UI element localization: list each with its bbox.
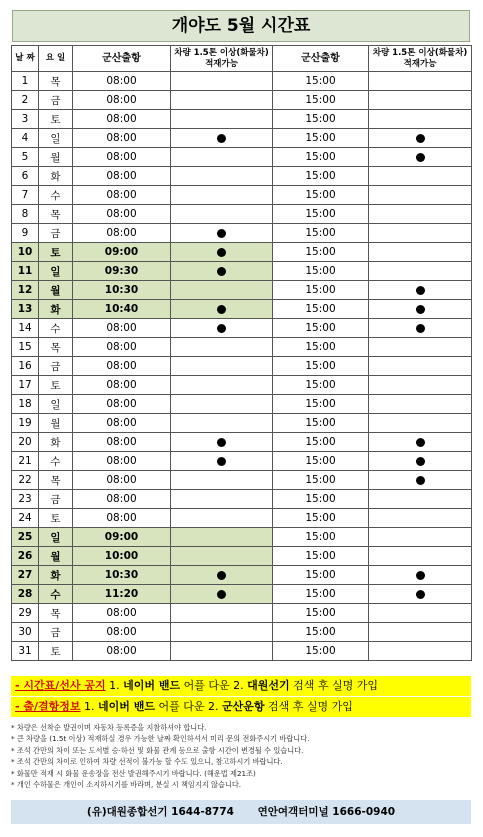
departure-2-cell: 15:00 — [273, 414, 369, 433]
vehicle-2-cell — [369, 490, 472, 509]
notice-bold: 네이버 밴드 — [123, 679, 181, 692]
departure-1-cell: 08:00 — [73, 129, 171, 148]
vehicle-2-cell — [369, 148, 472, 167]
departure-2-cell: 15:00 — [273, 205, 369, 224]
departure-1-cell: 08:00 — [73, 224, 171, 243]
departure-1-cell: 08:00 — [73, 414, 171, 433]
vehicle-1-cell — [171, 148, 273, 167]
notice-schedule-label: - 시간표/선사 공지 — [15, 679, 106, 692]
departure-2-cell: 15:00 — [273, 281, 369, 300]
weekday-cell: 화 — [39, 300, 73, 319]
weekday-cell: 수 — [39, 452, 73, 471]
departure-1-cell: 08:00 — [73, 490, 171, 509]
notice-text: 검색 후 실명 가입 — [289, 679, 378, 692]
weekday-cell: 목 — [39, 471, 73, 490]
vehicle-2-cell — [369, 433, 472, 452]
table-row — [12, 129, 472, 148]
table-row — [12, 281, 472, 300]
departure-1-cell: 08:00 — [73, 72, 171, 91]
departure-2-cell: 15:00 — [273, 243, 369, 262]
table-row — [12, 300, 472, 319]
departure-2-cell: 15:00 — [273, 547, 369, 566]
day-cell: 6 — [12, 167, 39, 186]
note-item: * 화물만 적재 시 화물 운송장을 전산 발권해주시기 바랍니다. (해운법 제21조) — [11, 768, 256, 778]
departure-1-cell: 08:00 — [73, 357, 171, 376]
table-row — [12, 395, 472, 414]
departure-1-cell: 08:00 — [73, 395, 171, 414]
vehicle-2-cell — [369, 604, 472, 623]
vehicle-available-dot — [416, 590, 425, 599]
vehicle-available-dot — [217, 305, 226, 314]
table-row — [12, 376, 472, 395]
weekday-cell: 토 — [39, 642, 73, 661]
vehicle-1-cell — [171, 642, 273, 661]
day-cell: 27 — [12, 566, 39, 585]
vehicle-2-cell — [369, 357, 472, 376]
vehicle-2-cell — [369, 91, 472, 110]
weekday-cell: 일 — [39, 129, 73, 148]
table-row — [12, 414, 472, 433]
notice-text: 1. — [80, 700, 99, 713]
weekday-cell: 토 — [39, 509, 73, 528]
schedule-table — [11, 45, 472, 661]
vehicle-2-cell — [369, 281, 472, 300]
departure-1-cell: 08:00 — [73, 110, 171, 129]
vehicle-1-cell — [171, 604, 273, 623]
departure-1-cell: 08:00 — [73, 186, 171, 205]
vehicle-1-cell — [171, 471, 273, 490]
vehicle-available-dot — [217, 590, 226, 599]
day-cell: 21 — [12, 452, 39, 471]
weekday-cell: 토 — [39, 243, 73, 262]
vehicle-2-cell — [369, 205, 472, 224]
weekday-cell: 금 — [39, 224, 73, 243]
weekday-cell: 금 — [39, 91, 73, 110]
vehicle-available-dot — [416, 286, 425, 295]
table-row — [12, 433, 472, 452]
departure-1-cell: 08:00 — [73, 167, 171, 186]
vehicle-1-cell — [171, 528, 273, 547]
vehicle-1-cell — [171, 110, 273, 129]
table-row — [12, 623, 472, 642]
table-row — [12, 205, 472, 224]
vehicle-available-dot — [416, 571, 425, 580]
vehicle-1-cell — [171, 281, 273, 300]
vehicle-available-dot — [217, 248, 226, 257]
table-row — [12, 585, 472, 604]
day-cell: 12 — [12, 281, 39, 300]
vehicle-available-dot — [416, 324, 425, 333]
header-dow: 요 일 — [39, 46, 73, 72]
day-cell: 25 — [12, 528, 39, 547]
departure-1-cell: 08:00 — [73, 452, 171, 471]
weekday-cell: 월 — [39, 414, 73, 433]
note-item: * 큰 차량을 (1.5t 이상) 적재하실 경우 가능한 날짜 확인하셔서 미리 문의 전화주시기 바랍니다. — [11, 734, 310, 744]
schedule-body — [12, 72, 472, 661]
vehicle-2-cell — [369, 642, 472, 661]
vehicle-2-cell — [369, 319, 472, 338]
vehicle-1-cell — [171, 72, 273, 91]
day-cell: 8 — [12, 205, 39, 224]
day-cell: 7 — [12, 186, 39, 205]
vehicle-1-cell — [171, 452, 273, 471]
vehicle-2-cell — [369, 528, 472, 547]
departure-1-cell: 08:00 — [73, 642, 171, 661]
weekday-cell: 토 — [39, 110, 73, 129]
departure-2-cell: 15:00 — [273, 376, 369, 395]
vehicle-available-dot — [217, 134, 226, 143]
notice-bold: 네이버 밴드 — [98, 700, 156, 713]
departure-2-cell: 15:00 — [273, 642, 369, 661]
vehicle-available-dot — [217, 324, 226, 333]
departure-1-cell: 09:00 — [73, 243, 171, 262]
departure-2-cell: 15:00 — [273, 585, 369, 604]
table-row — [12, 319, 472, 338]
departure-2-cell: 15:00 — [273, 490, 369, 509]
table-row — [12, 604, 472, 623]
vehicle-available-dot — [416, 153, 425, 162]
day-cell: 28 — [12, 585, 39, 604]
departure-2-cell: 15:00 — [273, 471, 369, 490]
notes-list — [11, 722, 473, 790]
weekday-cell: 수 — [39, 186, 73, 205]
departure-1-cell: 08:00 — [73, 338, 171, 357]
departure-2-cell: 15:00 — [273, 433, 369, 452]
vehicle-2-cell — [369, 414, 472, 433]
departure-2-cell: 15:00 — [273, 167, 369, 186]
table-row — [12, 243, 472, 262]
departure-1-cell: 08:00 — [73, 319, 171, 338]
table-row — [12, 452, 472, 471]
day-cell: 17 — [12, 376, 39, 395]
departure-2-cell: 15:00 — [273, 452, 369, 471]
departure-1-cell: 10:00 — [73, 547, 171, 566]
day-cell: 16 — [12, 357, 39, 376]
note-item: * 조석 간만의 차이 또는 도서별 승·하선 및 화물 관계 등으로 출항 시간이 변경될 수 있습니다. — [11, 745, 304, 755]
vehicle-2-cell — [369, 547, 472, 566]
vehicle-1-cell — [171, 262, 273, 281]
departure-2-cell: 15:00 — [273, 91, 369, 110]
vehicle-2-cell — [369, 300, 472, 319]
terminal-contact: 연안여객터미널 1666-0940 — [257, 806, 396, 818]
vehicle-available-dot — [416, 134, 425, 143]
weekday-cell: 목 — [39, 338, 73, 357]
departure-1-cell: 10:30 — [73, 566, 171, 585]
weekday-cell: 목 — [39, 604, 73, 623]
table-row — [12, 528, 472, 547]
table-row — [12, 72, 472, 91]
table-row — [12, 471, 472, 490]
vehicle-1-cell — [171, 129, 273, 148]
vehicle-available-dot — [416, 305, 425, 314]
vehicle-1-cell — [171, 566, 273, 585]
vehicle-2-cell — [369, 338, 472, 357]
company-contact: (유)대원종합선기 1644-8774 — [86, 806, 234, 818]
departure-2-cell: 15:00 — [273, 110, 369, 129]
departure-2-cell: 15:00 — [273, 262, 369, 281]
vehicle-1-cell — [171, 433, 273, 452]
departure-2-cell: 15:00 — [273, 300, 369, 319]
vehicle-2-cell — [369, 224, 472, 243]
weekday-cell: 수 — [39, 585, 73, 604]
vehicle-1-cell — [171, 300, 273, 319]
vehicle-2-cell — [369, 452, 472, 471]
weekday-cell: 화 — [39, 566, 73, 585]
departure-2-cell: 15:00 — [273, 319, 369, 338]
table-row — [12, 224, 472, 243]
departure-2-cell: 15:00 — [273, 186, 369, 205]
table-row — [12, 186, 472, 205]
weekday-cell: 목 — [39, 205, 73, 224]
weekday-cell: 금 — [39, 623, 73, 642]
vehicle-2-cell — [369, 566, 472, 585]
day-cell: 1 — [12, 72, 39, 91]
weekday-cell: 일 — [39, 262, 73, 281]
note-item: * 차량은 선착순 발권이며 자동차 등록증을 지참하셔야 합니다. — [11, 723, 207, 732]
table-row — [12, 110, 472, 129]
vehicle-available-dot — [217, 457, 226, 466]
weekday-cell: 금 — [39, 357, 73, 376]
vehicle-1-cell — [171, 91, 273, 110]
vehicle-available-dot — [217, 438, 226, 447]
weekday-cell: 화 — [39, 433, 73, 452]
table-row — [12, 338, 472, 357]
notice-text: 1. — [105, 679, 124, 692]
day-cell: 19 — [12, 414, 39, 433]
departure-1-cell: 08:00 — [73, 91, 171, 110]
vehicle-2-cell — [369, 72, 472, 91]
departure-1-cell: 08:00 — [73, 509, 171, 528]
vehicle-1-cell — [171, 205, 273, 224]
notice-bold: 대원선기 — [247, 679, 290, 692]
vehicle-2-cell — [369, 262, 472, 281]
weekday-cell: 화 — [39, 167, 73, 186]
header-vehicle-2: 차량 1.5톤 이상(화물차) 적재가능 — [369, 46, 472, 72]
table-row — [12, 91, 472, 110]
departure-2-cell: 15:00 — [273, 357, 369, 376]
day-cell: 5 — [12, 148, 39, 167]
vehicle-available-dot — [416, 438, 425, 447]
vehicle-1-cell — [171, 585, 273, 604]
departure-2-cell: 15:00 — [273, 509, 369, 528]
day-cell: 9 — [12, 224, 39, 243]
departure-2-cell: 15:00 — [273, 338, 369, 357]
day-cell: 14 — [12, 319, 39, 338]
day-cell: 15 — [12, 338, 39, 357]
vehicle-2-cell — [369, 243, 472, 262]
departure-1-cell: 08:00 — [73, 148, 171, 167]
day-cell: 10 — [12, 243, 39, 262]
vehicle-1-cell — [171, 243, 273, 262]
vehicle-1-cell — [171, 490, 273, 509]
vehicle-2-cell — [369, 110, 472, 129]
table-row — [12, 509, 472, 528]
day-cell: 20 — [12, 433, 39, 452]
table-row — [12, 357, 472, 376]
notice-bold: 군산운항 — [222, 700, 265, 713]
vehicle-2-cell — [369, 471, 472, 490]
table-row — [12, 642, 472, 661]
day-cell: 30 — [12, 623, 39, 642]
departure-1-cell: 10:40 — [73, 300, 171, 319]
departure-2-cell: 15:00 — [273, 72, 369, 91]
vehicle-1-cell — [171, 623, 273, 642]
table-header-row — [12, 46, 472, 72]
day-cell: 29 — [12, 604, 39, 623]
weekday-cell: 목 — [39, 72, 73, 91]
departure-1-cell: 08:00 — [73, 623, 171, 642]
vehicle-1-cell — [171, 319, 273, 338]
table-row — [12, 566, 472, 585]
vehicle-1-cell — [171, 224, 273, 243]
notice-text: 검색 후 실명 가입 — [264, 700, 353, 713]
departure-2-cell: 15:00 — [273, 148, 369, 167]
vehicle-2-cell — [369, 395, 472, 414]
note-item: * 개인 수하물은 개인이 소지하시기를 바라며, 분실 시 책임지지 않습니다. — [11, 780, 242, 790]
day-cell: 22 — [12, 471, 39, 490]
notice-text: 어플 다운 2. — [155, 700, 223, 713]
vehicle-available-dot — [217, 229, 226, 238]
weekday-cell: 월 — [39, 281, 73, 300]
vehicle-1-cell — [171, 357, 273, 376]
departure-2-cell: 15:00 — [273, 395, 369, 414]
day-cell: 26 — [12, 547, 39, 566]
day-cell: 4 — [12, 129, 39, 148]
departure-1-cell: 09:30 — [73, 262, 171, 281]
notice-operation-label: - 출/결항정보 — [15, 700, 81, 713]
notice-operation — [11, 697, 471, 717]
vehicle-2-cell — [369, 167, 472, 186]
schedule-title: 개야도 5월 시간표 — [12, 10, 470, 42]
departure-1-cell: 11:20 — [73, 585, 171, 604]
vehicle-available-dot — [416, 476, 425, 485]
vehicle-1-cell — [171, 167, 273, 186]
day-cell: 24 — [12, 509, 39, 528]
day-cell: 23 — [12, 490, 39, 509]
departure-1-cell: 08:00 — [73, 376, 171, 395]
vehicle-1-cell — [171, 376, 273, 395]
departure-2-cell: 15:00 — [273, 604, 369, 623]
departure-2-cell: 15:00 — [273, 566, 369, 585]
vehicle-available-dot — [217, 571, 226, 580]
header-day: 날 짜 — [12, 46, 39, 72]
vehicle-available-dot — [416, 457, 425, 466]
day-cell: 2 — [12, 91, 39, 110]
table-row — [12, 262, 472, 281]
header-departure-2: 군산출항 — [273, 46, 369, 72]
vehicle-1-cell — [171, 509, 273, 528]
table-row — [12, 490, 472, 509]
table-row — [12, 148, 472, 167]
departure-1-cell: 09:00 — [73, 528, 171, 547]
departure-1-cell: 08:00 — [73, 433, 171, 452]
weekday-cell: 일 — [39, 528, 73, 547]
note-item: * 조석 간만의 차이로 인하여 차량 선적이 불가능 할 수도 있으니, 참고하시기 바랍니다. — [11, 757, 283, 767]
vehicle-available-dot — [217, 267, 226, 276]
vehicle-2-cell — [369, 376, 472, 395]
vehicle-1-cell — [171, 414, 273, 433]
header-vehicle-1: 차량 1.5톤 이상(화물차) 적재가능 — [171, 46, 273, 72]
vehicle-1-cell — [171, 547, 273, 566]
departure-2-cell: 15:00 — [273, 224, 369, 243]
weekday-cell: 토 — [39, 376, 73, 395]
weekday-cell: 월 — [39, 148, 73, 167]
departure-1-cell: 10:30 — [73, 281, 171, 300]
day-cell: 11 — [12, 262, 39, 281]
vehicle-1-cell — [171, 338, 273, 357]
weekday-cell: 월 — [39, 547, 73, 566]
day-cell: 3 — [12, 110, 39, 129]
weekday-cell: 수 — [39, 319, 73, 338]
departure-2-cell: 15:00 — [273, 623, 369, 642]
table-row — [12, 167, 472, 186]
departure-2-cell: 15:00 — [273, 528, 369, 547]
weekday-cell: 일 — [39, 395, 73, 414]
vehicle-2-cell — [369, 509, 472, 528]
departure-1-cell: 08:00 — [73, 205, 171, 224]
header-departure-1: 군산출항 — [73, 46, 171, 72]
table-row — [12, 547, 472, 566]
vehicle-1-cell — [171, 395, 273, 414]
day-cell: 18 — [12, 395, 39, 414]
vehicle-2-cell — [369, 186, 472, 205]
departure-1-cell: 08:00 — [73, 604, 171, 623]
notice-text: 어플 다운 2. — [180, 679, 248, 692]
day-cell: 31 — [12, 642, 39, 661]
vehicle-2-cell — [369, 129, 472, 148]
day-cell: 13 — [12, 300, 39, 319]
departure-1-cell: 08:00 — [73, 471, 171, 490]
contact-footer — [11, 800, 471, 824]
notice-schedule — [11, 676, 471, 696]
departure-2-cell: 15:00 — [273, 129, 369, 148]
weekday-cell: 금 — [39, 490, 73, 509]
vehicle-2-cell — [369, 585, 472, 604]
vehicle-1-cell — [171, 186, 273, 205]
vehicle-2-cell — [369, 623, 472, 642]
